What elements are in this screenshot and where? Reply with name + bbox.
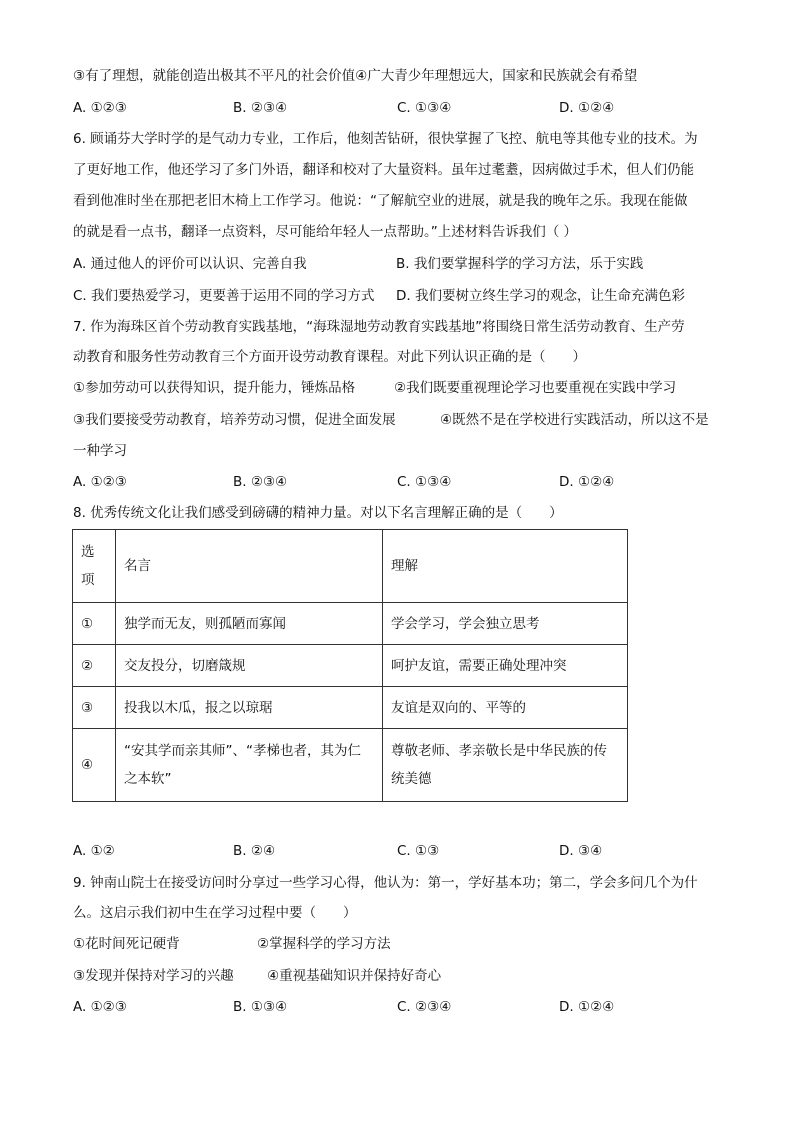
q9-statement-1: ①花时间死记硬背: [73, 936, 180, 952]
q8-option-c: C. ①③: [397, 843, 440, 859]
q7-statement-2: ②我们既要重视理论学习也要重视在实践中学习: [394, 380, 677, 396]
table-row: [73, 729, 628, 802]
q6-stem-line-1: 6. 顾诵芬大学时学的是气动力专业，工作后，他刻苦钻研，很快掌握了飞控、航电等其他专业的技术。为: [73, 131, 698, 147]
q7-statement-4: ④既然不是在学校进行实践活动，所以这不是: [440, 412, 709, 428]
header-option: 选项: [73, 530, 116, 603]
row-understanding: 尊敬老师、孝亲敬长是中华民族的传统美德: [383, 729, 628, 802]
table-row: [73, 687, 628, 729]
q6-option-d: D. 我们要树立终生学习的观念，让生命充满色彩: [396, 288, 685, 304]
q7-option-b: B. ②③④: [233, 474, 288, 490]
q9-statement-2: ②掌握科学的学习方法: [257, 936, 391, 952]
q8-stem: 8. 优秀传统文化让我们感受到磅礴的精神力量。对以下名言理解正确的是（ ）: [73, 505, 563, 521]
q5-option-c: C. ①③④: [397, 100, 452, 116]
row-quote: “安其学而亲其师”、“孝梯也者，其为仁之本软”: [116, 729, 383, 802]
q6-option-c: C. 我们要热爱学习，更要善于运用不同的学习方式: [73, 288, 375, 304]
row-quote: 交友投分，切磨箴规: [116, 645, 383, 687]
row-option: ②: [73, 645, 116, 687]
q5-statement-line: ③有了理想，就能创造出极其不平凡的社会价值④广大青少年理想远大，国家和民族就会有希望: [73, 68, 638, 84]
header-understanding: 理解: [383, 530, 628, 603]
header-quote: 名言: [116, 530, 383, 603]
row-option: ①: [73, 603, 116, 645]
row-quote: 独学而无友，则孤陋而寡闻: [116, 603, 383, 645]
q8-table: [72, 529, 628, 802]
q9-statement-3: ③发现并保持对学习的兴趣: [73, 968, 234, 984]
q9-option-a: A. ①②③: [73, 999, 127, 1015]
q7-option-c: C. ①③④: [397, 474, 452, 490]
row-understanding: 学会学习，学会独立思考: [383, 603, 628, 645]
q7-option-a: A. ①②③: [73, 474, 127, 490]
row-option: ④: [73, 729, 116, 802]
q6-stem-line-2: 了更好地工作，他还学习了多门外语，翻译和校对了大量资料。虽年过耄耋，因病做过手术，但人们仍能: [73, 162, 694, 178]
row-option: ③: [73, 687, 116, 729]
q8-option-a: A. ①②: [73, 843, 115, 859]
q7-stem-line-2: 动教育和服务性劳动教育三个方面开设劳动教育课程。对此下列认识正确的是（ ）: [73, 349, 586, 365]
q9-statement-4: ④重视基础知识并保持好奇心: [267, 968, 442, 984]
q9-stem-line-2: 么。这启示我们初中生在学习过程中要（ ）: [73, 905, 357, 921]
table-row: [73, 645, 628, 687]
q6-stem-line-4: 的就是看一点书，翻译一点资料，尽可能给年轻人一点帮助。”上述材料告诉我们（ ）: [73, 224, 578, 240]
q8-option-d: D. ③④: [559, 843, 603, 859]
row-understanding: 呵护友谊，需要正确处理冲突: [383, 645, 628, 687]
q7-option-d: D. ①②④: [559, 474, 615, 490]
q7-statement-3: ③我们要接受劳动教育，培养劳动习惯，促进全面发展: [73, 412, 396, 428]
q9-stem-line-1: 9. 钟南山院士在接受访问时分享过一些学习心得，他认为：第一，学好基本功；第二，学会多问几个为什: [73, 875, 698, 891]
q5-option-b: B. ②③④: [233, 100, 288, 116]
q6-option-a: A. 通过他人的评价可以认识、完善自我: [73, 256, 307, 272]
q5-option-a: A. ①②③: [73, 100, 127, 116]
q6-option-b: B. 我们要掌握科学的学习方法，乐于实践: [396, 256, 644, 272]
q7-stem-line-1: 7. 作为海珠区首个劳动教育实践基地，“海珠湿地劳动教育实践基地”将围绕日常生活劳动教育、生产劳: [73, 319, 685, 335]
q7-statement-4-cont: 一种学习: [73, 443, 127, 459]
q9-option-d: D. ①②④: [559, 999, 615, 1015]
q9-option-b: B. ①③④: [233, 999, 288, 1015]
q5-option-d: D. ①②④: [559, 100, 615, 116]
q9-option-c: C. ②③④: [397, 999, 452, 1015]
row-quote: 投我以木瓜，报之以琼琚: [116, 687, 383, 729]
table-header-row: [73, 530, 628, 603]
q7-statement-1: ①参加劳动可以获得知识，提升能力，锤炼品格: [73, 380, 356, 396]
table-row: [73, 603, 628, 645]
q8-option-b: B. ②④: [233, 843, 276, 859]
q6-stem-line-3: 看到他准时坐在那把老旧木椅上工作学习。他说：“了解航空业的进展，就是我的晚年之乐。我现在能做: [73, 193, 688, 209]
row-understanding: 友谊是双向的、平等的: [383, 687, 628, 729]
